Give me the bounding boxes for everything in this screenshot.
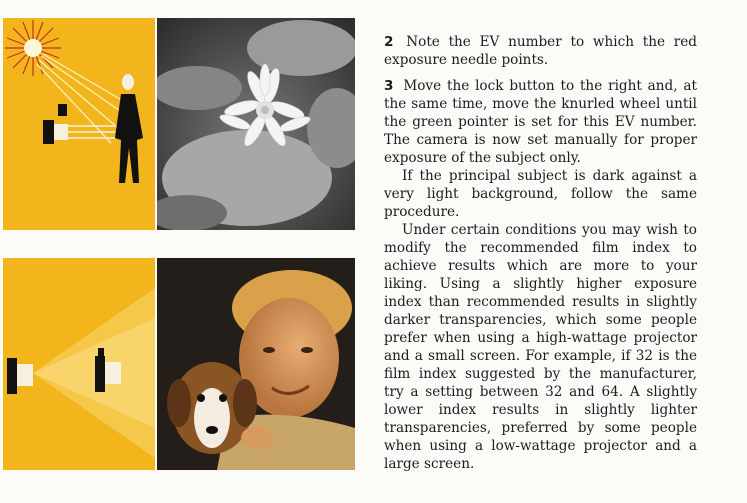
body-paragraph: If the principal subject is dark against a very light background, follow the same procedure.: [384, 168, 697, 220]
body-paragraph: Under certain conditions you may wish to modify the recommended film index to achieve results which are more to your liking. Using a slightly higher exposure index than recommended results in slightly darker transparencies, which some people prefer when using a high-wattage projector and a small screen. For example, if 32 is the film index suggested by the manufacturer, try a setting between 32 and 64. A slightly lower index results in slightly lighter transparencies, preferred by some people when using a low-wattage projector and a large screen.: [384, 222, 697, 472]
water-lily-photo: [157, 18, 355, 230]
backlit-subject-diagram: [3, 18, 155, 230]
step-text: Note the EV number to which the red exposure needle points.: [384, 34, 697, 68]
step-number: 2: [384, 34, 394, 50]
step-number: 3: [384, 78, 394, 94]
step-text: Move the lock button to the right and, at the same time, move the knurled wheel until the green pointer is set for this EV number. The camera is now set manually for proper exposure of the subject only.: [384, 78, 697, 166]
step-paragraph: [384, 77, 697, 167]
boy-with-puppy-photo: [157, 258, 355, 470]
person-silhouette-icon: [115, 74, 143, 183]
instruction-text: [384, 33, 697, 473]
projector-beam-diagram: [3, 258, 155, 470]
camera-icon: [43, 104, 115, 144]
step-paragraph: [384, 33, 697, 69]
